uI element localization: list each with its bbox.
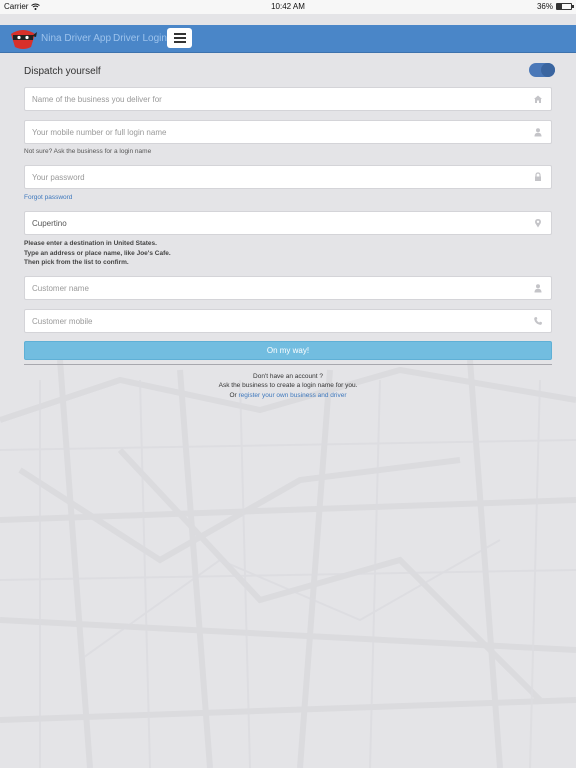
register-line (0, 392, 576, 399)
hamburger-bar (174, 41, 186, 43)
navbar (0, 25, 576, 53)
brand-link[interactable]: Nina Driver App (41, 33, 112, 44)
status-right (537, 2, 572, 11)
destination-input[interactable] (32, 219, 522, 228)
home-icon (533, 94, 543, 104)
hamburger-bar (174, 37, 186, 39)
battery-icon (556, 3, 572, 10)
login-help-text: Not sure? Ask the business for a login name (24, 148, 152, 155)
forgot-password-link[interactable]: Forgot password (24, 194, 73, 201)
map-pin-icon (533, 218, 543, 228)
dispatch-toggle[interactable] (529, 63, 555, 77)
business-input[interactable] (32, 95, 522, 104)
register-prefix: Or (229, 392, 237, 399)
login-field (24, 120, 552, 144)
customer-name-field (24, 276, 552, 300)
destination-help-line: Please enter a destination in United States. (24, 240, 157, 247)
customer-name-input[interactable] (32, 284, 522, 293)
battery-percent: 36% (536, 2, 553, 11)
password-input[interactable] (32, 173, 522, 182)
customer-mobile-field (24, 309, 552, 333)
lock-icon (533, 172, 543, 182)
status-bar (0, 0, 576, 14)
ask-business-text: Ask the business to create a login name for you. (218, 382, 358, 389)
carrier-label: Carrier (4, 2, 29, 11)
toggle-knob (541, 63, 555, 77)
user-icon (533, 283, 543, 293)
divider (24, 364, 552, 365)
driver-login-link[interactable]: Driver Login (113, 33, 167, 44)
ninja-logo-icon (8, 28, 38, 50)
login-input[interactable] (32, 128, 522, 137)
password-field (24, 165, 552, 189)
on-my-way-button[interactable]: On my way! (24, 341, 552, 360)
destination-help-line: Then pick from the list to confirm. (24, 259, 129, 266)
battery-fill (557, 4, 562, 9)
hamburger-menu-button[interactable] (167, 28, 192, 48)
dispatch-label: Dispatch yourself (24, 66, 101, 77)
register-link[interactable]: register your own business and driver (238, 392, 347, 399)
hamburger-bar (174, 33, 186, 35)
destination-help (24, 239, 171, 268)
user-icon (533, 127, 543, 137)
business-field (24, 87, 552, 111)
phone-icon (533, 316, 543, 326)
destination-field (24, 211, 552, 235)
customer-mobile-input[interactable] (32, 317, 522, 326)
destination-help-line: Type an address or place name, like Joe's Cafe. (24, 249, 171, 257)
status-time: 10:42 AM (271, 2, 305, 11)
no-account-text: Don't have an account ? (253, 373, 323, 380)
